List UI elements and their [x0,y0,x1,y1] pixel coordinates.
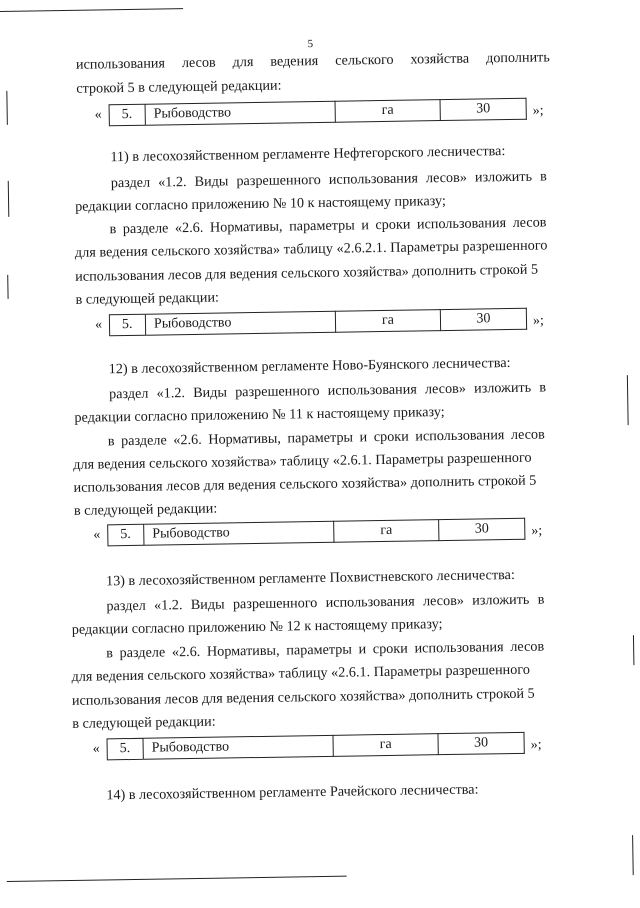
table-cell-value [441,98,527,121]
scan-margin-mark [8,181,10,217]
table-row [95,97,555,128]
word: дополнить [485,49,550,67]
scan-edge-line-bottom [7,876,347,882]
word: «1.2. [158,174,187,191]
paragraph-line: в следующей редакции: [75,289,220,308]
word: Нормативы, [209,218,283,236]
scan-margin-mark [627,375,629,425]
word: сельского [335,51,394,69]
table-cell-name [144,521,334,546]
table-name: Рыбоводство [153,315,232,332]
scan-margin-mark [633,635,634,665]
word: в [537,591,545,608]
table-close-quote: »; [532,103,544,119]
word: и [358,641,367,658]
paragraph-line: в следующей редакции: [73,500,218,519]
word: разделе [120,432,167,450]
word: использования [414,639,504,657]
table-cell-number [107,738,144,761]
table-open-quote: « [92,741,100,757]
paragraph-line: в следующей редакции: [72,713,216,732]
word: раздел [110,174,151,192]
word: в [106,645,113,662]
table-row [93,517,553,548]
table-cell-value [441,308,527,331]
paragraph-line: редакции согласно приложению № 11 к настоящему приказу; [74,404,445,426]
word: разрешенного [232,595,318,613]
word: «1.2. [153,597,183,614]
page-number: 5 [307,38,314,51]
paragraph-line [106,592,544,613]
paragraph-line [76,50,550,72]
word: изложить [472,591,530,609]
word: лесов [510,638,545,656]
paragraph-line [109,215,546,236]
paragraph-line: 11) в лесохозяйственном регламенте Нефтегорского лесничества: [110,143,506,166]
word: «2.6. [171,643,201,661]
paragraph-line: редакции согласно приложению № 10 к настоящему приказу; [75,192,446,215]
word: раздел [108,385,149,403]
table-close-quote: »; [532,313,545,329]
word: лесов» [424,380,467,398]
paragraph-line: использования лесов для ведения сельского хозяйства» дополнить строкой 5 [73,472,537,496]
word: разделе [122,220,169,238]
word: «1.2. [156,385,186,402]
table-cell-number [107,524,144,547]
table-number: 5. [120,526,131,543]
word: использования [325,593,415,611]
table-cell-number [109,104,146,127]
table-close-quote: »; [530,737,542,753]
word: и [359,429,368,446]
word: сроки [373,428,409,446]
scan-margin-mark [7,275,8,299]
paragraph-line: для ведения сельского хозяйства» таблицу «2.6.1. Параметры разрешенного [71,661,530,685]
word: в [107,433,115,450]
paragraph-line: строкой 5 в следующей редакции: [76,77,282,97]
word: лесов [510,426,545,443]
word: Нормативы, [208,430,282,448]
paragraph-line: 13) в лесохозяйственном регламенте Похвистневского лесничества: [105,566,515,590]
word: лесов» [422,592,465,610]
word: Нормативы, [206,642,280,660]
table-unit: га [380,522,393,539]
word: и [361,217,369,234]
word: разрешенного [236,171,321,190]
table-unit: га [379,736,392,753]
word: хозяйства [410,50,470,68]
paragraph-line: 12) в лесохозяйственном регламенте Ново-Буянского лесничества: [108,354,511,378]
table-cell-unit [336,99,441,123]
table-value: 30 [474,521,489,537]
word: параметры [288,217,355,235]
word: использования [75,55,166,73]
word: для [232,53,254,71]
table-cell-unit [334,519,439,543]
table-number: 5. [119,741,131,757]
paragraph-line: для ведения сельского хозяйства» таблицу «2.6.1. Параметры разрешенного [73,449,532,473]
table-name: Рыбоводство [153,105,232,122]
table-row [93,731,553,762]
word: в [539,379,547,396]
table-name: Рыбоводство [151,739,230,756]
table-row [95,307,555,338]
word: изложить [474,168,533,186]
paragraph-line: для ведения сельского хозяйства» таблицу «2.6.2.1. Параметры разрешенного [74,237,548,261]
word: использования [328,170,419,188]
table-open-quote: « [93,527,101,543]
word: использования [415,427,505,445]
word: параметры [287,429,354,447]
table-unit: га [381,102,394,118]
paragraph-line [109,380,546,401]
word: раздел [106,597,146,615]
word: разделе [119,644,166,662]
word: ведения [270,52,319,70]
table-unit: га [381,312,395,329]
word: Виды [194,173,229,190]
table-cell-name [146,101,336,126]
word: «2.6. [173,431,202,449]
paragraph-line: использования лесов для ведения сельского хозяйства» дополнить строкой 5 [75,261,539,285]
word: использования [327,381,417,399]
paragraph-line [108,427,545,448]
word: Виды [190,596,225,614]
table-number: 5. [121,316,133,333]
table-name: Рыбоводство [152,525,230,542]
table-value: 30 [476,311,491,327]
table-value: 30 [476,101,491,117]
paragraph-line [106,640,544,661]
table-value: 30 [474,735,489,751]
paragraph-line: использования лесов для ведения сельского хозяйства» дополнить строкой 5 [71,685,535,709]
table-cell-unit [333,733,438,757]
table-cell-name [143,735,333,760]
table-cell-value [439,518,525,541]
word: разрешенного [235,383,320,401]
table-open-quote: « [94,107,102,123]
scan-margin-mark [632,835,634,875]
word: «2.6. [174,219,204,237]
word: лесов [181,54,216,72]
word: лесов [512,214,547,231]
word: Виды [193,384,228,401]
table-cell-name [146,311,336,336]
word: параметры [286,641,352,659]
word: сроки [375,216,411,234]
scan-edge-line-top [0,8,183,12]
table-cell-number [109,314,146,337]
scan-margin-mark [6,91,8,125]
word: использования [416,215,507,233]
table-open-quote: « [94,317,103,333]
table-number: 5. [121,106,133,123]
word: в [109,221,117,238]
word: в [539,168,547,185]
paragraph-line: редакции согласно приложению № 12 к настоящему приказу; [71,616,443,638]
paragraph-line: 14) в лесохозяйственном регламенте Рачейского лесничества: [106,781,479,804]
table-cell-unit [336,309,441,333]
word: изложить [473,379,532,397]
word: сроки [372,640,408,658]
word: лесов» [425,169,468,187]
table-cell-value [438,732,524,755]
table-close-quote: »; [531,523,543,539]
paragraph-line [111,169,547,190]
